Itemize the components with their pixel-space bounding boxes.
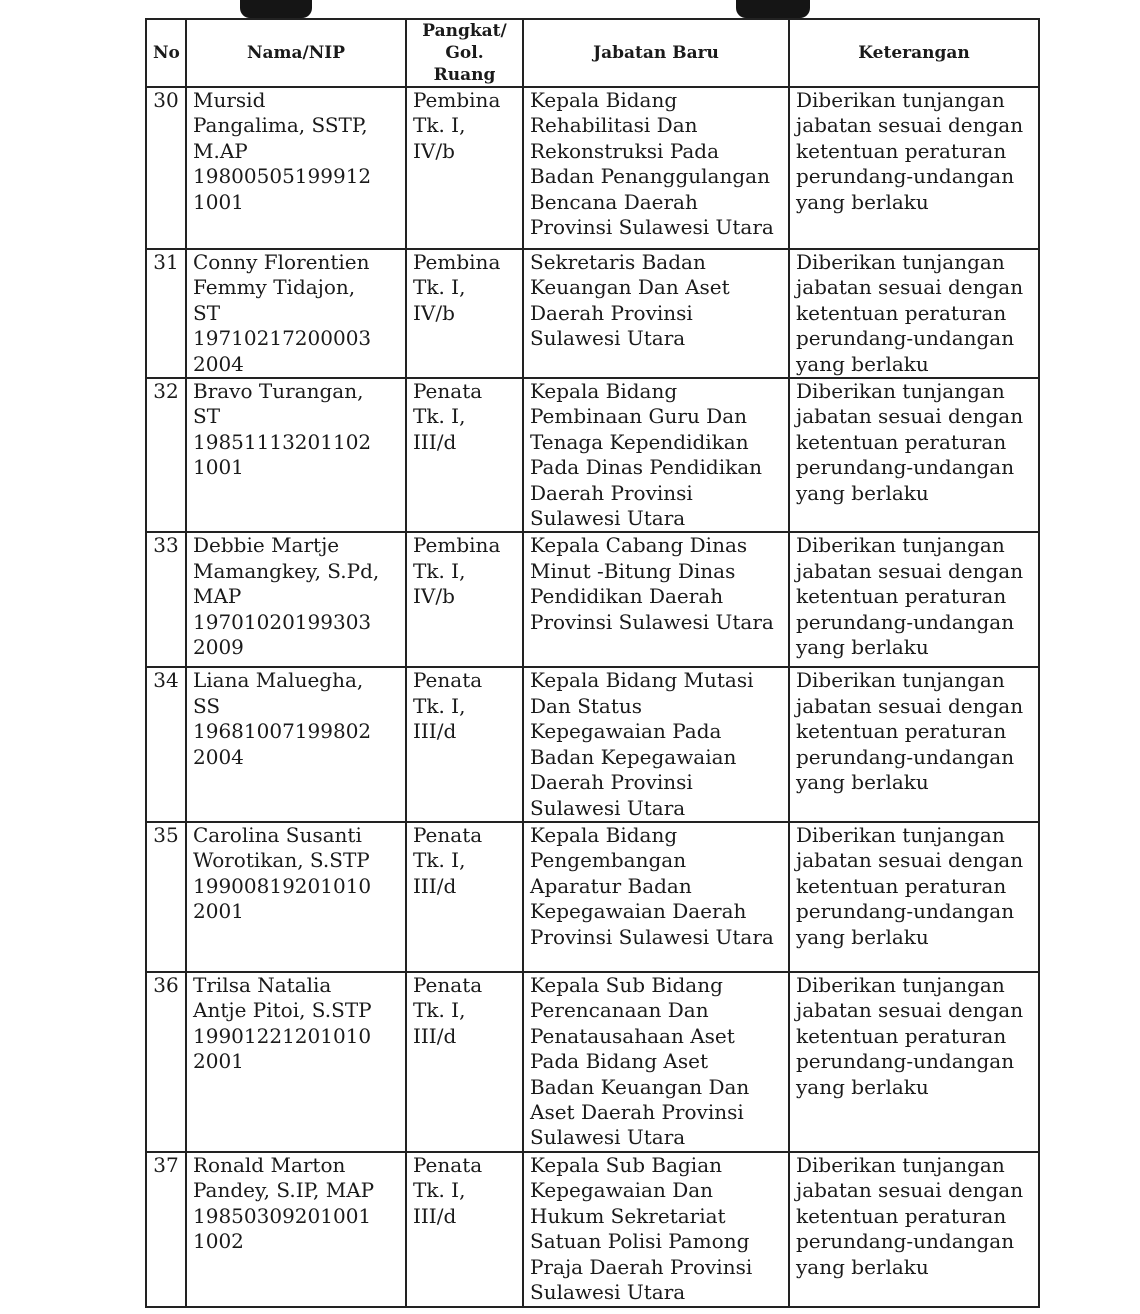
- cell-nama-nip: [186, 378, 406, 532]
- pangkat-line: Tk. I,: [413, 693, 466, 718]
- nama-line: 19701020199303: [193, 609, 372, 634]
- table-header-row: [146, 19, 1039, 87]
- pangkat-line: Pembina: [413, 250, 501, 274]
- nama-line: Carolina Susanti: [193, 822, 362, 847]
- nama-line: Conny Florentien: [193, 250, 370, 274]
- jabatan-line: Kepegawaian Daerah: [530, 899, 747, 924]
- cell-no: 36: [146, 972, 186, 1152]
- table-row: [146, 249, 1039, 378]
- keterangan-line: Diberikan tunjangan: [796, 1152, 1005, 1177]
- nama-line: Worotikan, S.STP: [193, 848, 370, 873]
- nama-line: 19681007199802: [193, 719, 372, 744]
- jabatan-line: Sulawesi Utara: [530, 795, 686, 820]
- keterangan-line: jabatan sesuai dengan: [796, 404, 1024, 429]
- cell-nama-nip: [186, 972, 406, 1152]
- cell-keterangan: [789, 972, 1039, 1152]
- nama-line: MAP: [193, 584, 242, 609]
- jabatan-line: Kepala Sub Bagian: [530, 1152, 723, 1177]
- keterangan-line: perundang-undangan: [796, 1229, 1015, 1254]
- pangkat-line: Tk. I,: [413, 848, 466, 873]
- pangkat-line: Penata: [413, 1152, 483, 1177]
- jabatan-line: Badan Penanggulangan: [530, 164, 770, 189]
- nama-line: Debbie Martje: [193, 533, 340, 558]
- jabatan-line: Badan Keuangan Dan: [530, 1074, 750, 1099]
- cell-keterangan: [789, 249, 1039, 378]
- keterangan-line: jabatan sesuai dengan: [796, 113, 1024, 138]
- keterangan-line: perundang-undangan: [796, 899, 1015, 924]
- table-row: [146, 532, 1039, 667]
- keterangan-line: Diberikan tunjangan: [796, 379, 1005, 404]
- jabatan-line: Tenaga Kependidikan: [530, 429, 749, 454]
- keterangan-line: Diberikan tunjangan: [796, 533, 1005, 558]
- keterangan-line: Diberikan tunjangan: [796, 822, 1005, 847]
- jabatan-line: Provinsi Sulawesi Utara: [530, 609, 774, 634]
- cell-no: 35: [146, 822, 186, 972]
- cell-pangkat: [406, 378, 523, 532]
- pangkat-line: Pembina: [413, 88, 501, 112]
- keterangan-line: yang berlaku: [796, 351, 929, 376]
- jabatan-line: Minut -Bitung Dinas: [530, 558, 736, 583]
- nama-line: Pangalima, SSTP,: [193, 113, 368, 138]
- pangkat-line: III/d: [413, 873, 457, 898]
- cell-pangkat: [406, 972, 523, 1152]
- cell-no: 30: [146, 87, 186, 249]
- cell-pangkat: [406, 87, 523, 249]
- nama-line: ST: [193, 300, 221, 325]
- header-nama-nip: Nama/NIP: [186, 19, 406, 87]
- nama-line: 1002: [193, 1229, 244, 1254]
- jabatan-line: Daerah Provinsi: [530, 480, 693, 505]
- pangkat-line: Tk. I,: [413, 998, 466, 1023]
- jabatan-line: Perencanaan Dan: [530, 998, 709, 1023]
- nama-line: 1001: [193, 455, 244, 480]
- table-row: [146, 87, 1039, 249]
- cell-no: 33: [146, 532, 186, 667]
- nama-line: 19901221201010: [193, 1023, 372, 1048]
- keterangan-line: yang berlaku: [796, 924, 929, 949]
- pangkat-line: Tk. I,: [413, 404, 466, 429]
- jabatan-line: Sulawesi Utara: [530, 1279, 686, 1304]
- nama-line: Mamangkey, S.Pd,: [193, 558, 380, 583]
- nama-line: Mursid: [193, 88, 266, 112]
- cell-keterangan: [789, 378, 1039, 532]
- pangkat-line: IV/b: [413, 138, 455, 163]
- nama-line: Bravo Turangan,: [193, 379, 364, 404]
- nama-line: SS: [193, 693, 221, 718]
- header-pangkat-line: Pangkat/: [422, 21, 507, 41]
- nama-line: M.AP: [193, 138, 248, 163]
- nama-line: 2009: [193, 635, 244, 660]
- jabatan-line: Dan Status: [530, 693, 643, 718]
- jabatan-line: Kepegawaian Pada: [530, 719, 722, 744]
- jabatan-line: Daerah Provinsi: [530, 300, 693, 325]
- cell-pangkat: [406, 1152, 523, 1307]
- pangkat-line: III/d: [413, 1023, 457, 1048]
- pangkat-line: III/d: [413, 1203, 457, 1228]
- keterangan-line: yang berlaku: [796, 1254, 929, 1279]
- nama-line: 2001: [193, 899, 244, 924]
- keterangan-line: perundang-undangan: [796, 744, 1015, 769]
- nama-line: ST: [193, 404, 221, 429]
- table-row: [146, 378, 1039, 532]
- jabatan-line: Keuangan Dan Aset: [530, 275, 730, 300]
- jabatan-line: Kepala Bidang Mutasi: [530, 668, 754, 693]
- cell-nama-nip: [186, 822, 406, 972]
- cell-jabatan-baru: [523, 378, 789, 532]
- nama-line: 19850309201001: [193, 1203, 372, 1228]
- nama-line: Trilsa Natalia: [193, 972, 332, 997]
- nama-line: Ronald Marton: [193, 1152, 346, 1177]
- cell-keterangan: [789, 822, 1039, 972]
- jabatan-line: Aset Daerah Provinsi: [530, 1099, 744, 1124]
- jabatan-line: Kepala Cabang Dinas: [530, 533, 748, 558]
- table-row: [146, 667, 1039, 821]
- jabatan-line: Sulawesi Utara: [530, 506, 686, 531]
- cell-nama-nip: [186, 1152, 406, 1307]
- pangkat-line: Tk. I,: [413, 113, 466, 138]
- pangkat-line: Tk. I,: [413, 275, 466, 300]
- jabatan-line: Hukum Sekretariat: [530, 1203, 726, 1228]
- keterangan-line: Diberikan tunjangan: [796, 972, 1005, 997]
- jabatan-line: Daerah Provinsi: [530, 770, 693, 795]
- keterangan-line: yang berlaku: [796, 770, 929, 795]
- header-pangkat-line: Gol.: [445, 43, 484, 63]
- cell-jabatan-baru: [523, 1152, 789, 1307]
- cell-keterangan: [789, 87, 1039, 249]
- jabatan-line: Kepala Bidang: [530, 379, 678, 404]
- cell-nama-nip: [186, 87, 406, 249]
- cell-keterangan: [789, 667, 1039, 821]
- jabatan-line: Aparatur Badan: [530, 873, 692, 898]
- keterangan-line: Diberikan tunjangan: [796, 88, 1005, 112]
- jabatan-line: Praja Daerah Provinsi: [530, 1254, 753, 1279]
- cell-nama-nip: [186, 667, 406, 821]
- jabatan-line: Rekonstruksi Pada: [530, 138, 720, 163]
- keterangan-line: yang berlaku: [796, 189, 929, 214]
- keterangan-line: yang berlaku: [796, 635, 929, 660]
- jabatan-line: Sekretaris Badan: [530, 250, 706, 274]
- header-keterangan: Keterangan: [789, 19, 1039, 87]
- nama-line: 19900819201010: [193, 873, 372, 898]
- nama-line: 2004: [193, 351, 244, 376]
- pangkat-line: Penata: [413, 822, 483, 847]
- pangkat-line: Tk. I,: [413, 558, 466, 583]
- keterangan-line: jabatan sesuai dengan: [796, 1178, 1024, 1203]
- nama-line: Femmy Tidajon,: [193, 275, 356, 300]
- cell-pangkat: [406, 249, 523, 378]
- jabatan-line: Penatausahaan Aset: [530, 1023, 735, 1048]
- jabatan-line: Kepala Sub Bidang: [530, 972, 723, 997]
- jabatan-line: Pembinaan Guru Dan: [530, 404, 748, 429]
- cell-keterangan: [789, 1152, 1039, 1307]
- keterangan-line: jabatan sesuai dengan: [796, 848, 1024, 873]
- cell-jabatan-baru: [523, 822, 789, 972]
- nama-line: 19851113201102: [193, 429, 372, 454]
- pangkat-line: Pembina: [413, 533, 501, 558]
- cell-no: 31: [146, 249, 186, 378]
- keterangan-line: ketentuan peraturan: [796, 300, 1007, 325]
- nama-line: 19710217200003: [193, 326, 372, 351]
- keterangan-line: ketentuan peraturan: [796, 138, 1007, 163]
- keterangan-line: perundang-undangan: [796, 455, 1015, 480]
- keterangan-line: yang berlaku: [796, 1074, 929, 1099]
- keterangan-line: jabatan sesuai dengan: [796, 998, 1024, 1023]
- nama-line: Antje Pitoi, S.STP: [193, 998, 372, 1023]
- keterangan-line: Diberikan tunjangan: [796, 250, 1005, 274]
- jabatan-line: Pengembangan: [530, 848, 687, 873]
- pangkat-line: Tk. I,: [413, 1178, 466, 1203]
- binder-clip-left: [240, 0, 312, 18]
- keterangan-line: ketentuan peraturan: [796, 429, 1007, 454]
- cell-pangkat: [406, 822, 523, 972]
- jabatan-line: Pada Bidang Aset: [530, 1049, 709, 1074]
- jabatan-line: Provinsi Sulawesi Utara: [530, 215, 774, 240]
- table-row: [146, 822, 1039, 972]
- cell-pangkat: [406, 532, 523, 667]
- jabatan-line: Kepala Bidang: [530, 822, 678, 847]
- keterangan-line: ketentuan peraturan: [796, 1023, 1007, 1048]
- keterangan-line: ketentuan peraturan: [796, 873, 1007, 898]
- nama-line: 1001: [193, 189, 244, 214]
- keterangan-line: perundang-undangan: [796, 326, 1015, 351]
- personnel-table: [145, 18, 1040, 1308]
- keterangan-line: ketentuan peraturan: [796, 719, 1007, 744]
- jabatan-line: Pendidikan Daerah: [530, 584, 724, 609]
- keterangan-line: perundang-undangan: [796, 609, 1015, 634]
- jabatan-line: Rehabilitasi Dan: [530, 113, 698, 138]
- cell-jabatan-baru: [523, 87, 789, 249]
- pangkat-line: IV/b: [413, 584, 455, 609]
- jabatan-line: Badan Kepegawaian: [530, 744, 737, 769]
- keterangan-line: ketentuan peraturan: [796, 1203, 1007, 1228]
- pangkat-line: III/d: [413, 719, 457, 744]
- keterangan-line: perundang-undangan: [796, 164, 1015, 189]
- jabatan-line: Sulawesi Utara: [530, 326, 686, 351]
- keterangan-line: jabatan sesuai dengan: [796, 693, 1024, 718]
- nama-line: Liana Maluegha,: [193, 668, 364, 693]
- header-no: No: [146, 19, 186, 87]
- header-pangkat-line: Ruang: [433, 65, 496, 85]
- cell-pangkat: [406, 667, 523, 821]
- cell-no: 37: [146, 1152, 186, 1307]
- cell-keterangan: [789, 532, 1039, 667]
- cell-no: 32: [146, 378, 186, 532]
- pangkat-line: Penata: [413, 668, 483, 693]
- nama-line: 2004: [193, 744, 244, 769]
- keterangan-line: Diberikan tunjangan: [796, 668, 1005, 693]
- keterangan-line: perundang-undangan: [796, 1049, 1015, 1074]
- jabatan-line: Kepegawaian Dan: [530, 1178, 714, 1203]
- jabatan-line: Satuan Polisi Pamong: [530, 1229, 750, 1254]
- nama-line: Pandey, S.IP, MAP: [193, 1178, 375, 1203]
- keterangan-line: jabatan sesuai dengan: [796, 275, 1024, 300]
- keterangan-line: yang berlaku: [796, 480, 929, 505]
- nama-line: 19800505199912: [193, 164, 372, 189]
- pangkat-line: Penata: [413, 379, 483, 404]
- jabatan-line: Provinsi Sulawesi Utara: [530, 924, 774, 949]
- pangkat-line: Penata: [413, 972, 483, 997]
- cell-no: 34: [146, 667, 186, 821]
- pangkat-line: III/d: [413, 429, 457, 454]
- jabatan-line: Bencana Daerah: [530, 189, 698, 214]
- keterangan-line: ketentuan peraturan: [796, 584, 1007, 609]
- jabatan-line: Sulawesi Utara: [530, 1125, 686, 1150]
- cell-nama-nip: [186, 532, 406, 667]
- header-jabatan-baru: Jabatan Baru: [523, 19, 789, 87]
- table-row: [146, 1152, 1039, 1307]
- jabatan-line: Pada Dinas Pendidikan: [530, 455, 763, 480]
- table-row: [146, 972, 1039, 1152]
- keterangan-line: jabatan sesuai dengan: [796, 558, 1024, 583]
- nama-line: 2001: [193, 1049, 244, 1074]
- jabatan-line: Kepala Bidang: [530, 88, 678, 112]
- cell-jabatan-baru: [523, 249, 789, 378]
- cell-nama-nip: [186, 249, 406, 378]
- cell-jabatan-baru: [523, 972, 789, 1152]
- header-pangkat: [406, 19, 523, 87]
- cell-jabatan-baru: [523, 667, 789, 821]
- pangkat-line: IV/b: [413, 300, 455, 325]
- cell-jabatan-baru: [523, 532, 789, 667]
- binder-clip-right: [736, 0, 810, 18]
